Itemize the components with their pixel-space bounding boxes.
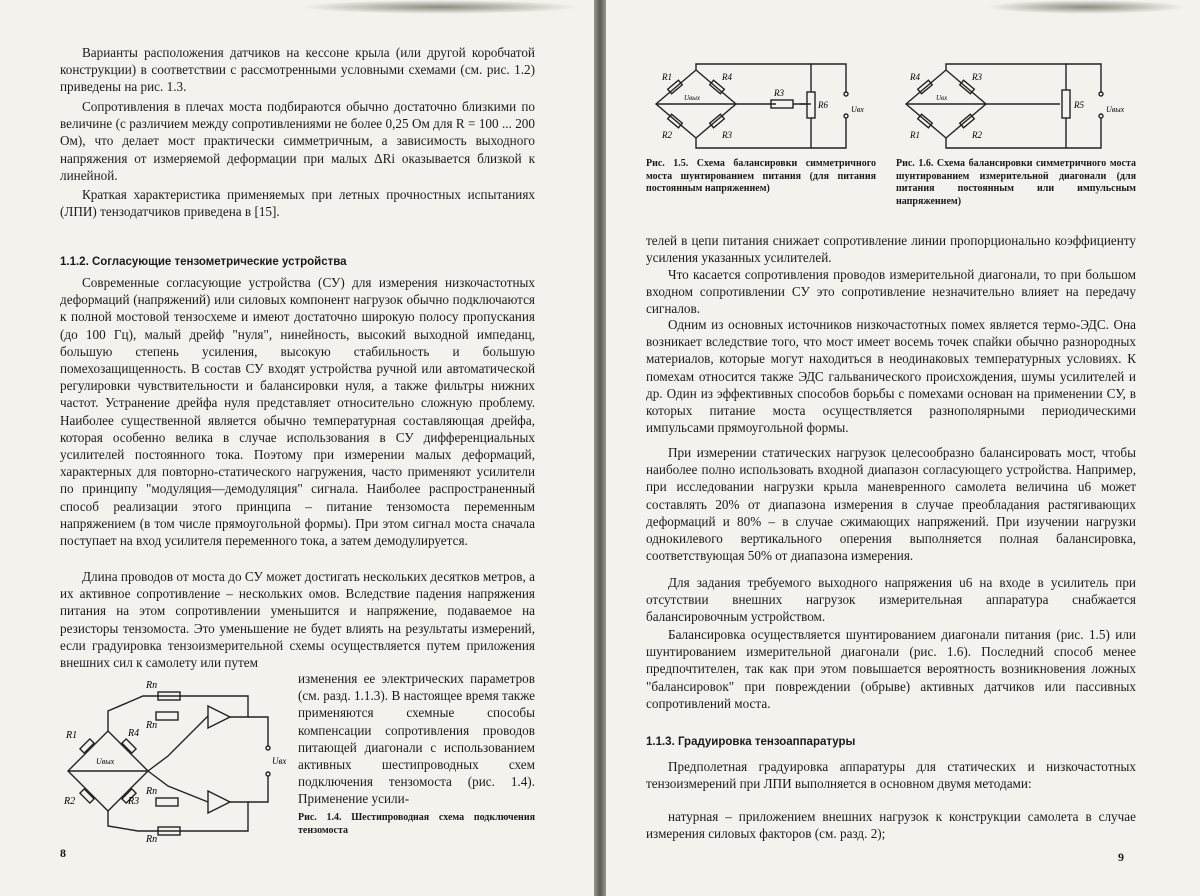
fig14-rn-label-1: Rп [146,680,158,691]
right-paragraph-2: Что касается сопротивления проводов измерительной диагонали, то при большом входном сопротивлении СУ это сопротивление незначительно влияет на передачу сигналов. [646,267,1136,317]
fig16-r1-label: R1 [910,130,920,140]
right-section-paragraph-1: Предполетная градуировка аппаратуры для статических и низкочастотных тензоизмерений при ЛПИ выполняется в основном двумя методами: [646,759,1136,792]
fig15-r6-label: R6 [818,100,828,110]
fig14-uout-label: Uвых [96,757,115,766]
figure-1-4-caption: Рис. 1.4. Шестипроводная схема подключения тензомоста [298,812,535,836]
fig14-rn-label-4: Rп [146,834,158,842]
fig14-r4-label: R4 [128,728,140,739]
left-section-paragraph-1: Современные согласующие устройства (СУ) для измерения низкочастотных деформаций (напряжений) или силовых компонент нагрузок обычно подключаются к полной мостовой тензосхеме и имеют достаточно широкую полосу пропускания (до 100 Гц), малый дрейф "нуля", нинейность, высокий выходной импеданц, большую степень усиления, высокую стабильность и большую помехозащищенность. В состав СУ входят устройства ручной или автоматической регулировки чувствительности и балансировки нуля, а также фильтры нижних частот. Устранение дрейфа нуля представляет относительно сложную проблему. Наиболее существенной является обычно температурная составляющая дрейфа, которая особенно велика в случае использования в СУ дифференциальных усилителей постоянного тока. Поэтому при измерении малых деформаций, характерных для повторно-статического нагружения, часто применяют усилители по принципу "модуляция—демодуляция" сигнала. Наиболее распространенный способ реализации этого принципа – питание тензомоста переменным напряжением (в том числе прямоугольной формы). При этом сигнал моста сначала поступает на вход усилителя переменного тока, а затем демодулируется. [60,275,535,549]
fig14-r2-label: R2 [64,796,76,807]
fig15-r3-label: R3 [722,130,732,140]
figure-1-6-diagonal-shunt-circuit [896,62,1136,152]
fig16-r3-label: R3 [972,72,982,82]
fig15-r2-label: R2 [662,130,672,140]
left-paragraph-3: Краткая характеристика применяемых при летных прочностных испытаниях (ЛПИ) тензодатчиков приведена в [15]. [60,187,535,220]
right-paragraph-5: Для задания требуемого выходного напряжения u6 на входе в усилитель при отсутствии внешних нагрузок измерительная аппаратура снабжается балансировочным устройством. [646,575,1136,625]
right-page [606,0,1200,896]
fig14-r3-label: R3 [128,796,140,807]
page-number-right: 9 [1118,850,1124,864]
figure-1-6-caption: Рис. 1.6. Схема балансировки симметричного моста шунтированием измерительной диагонали (для питания постоянным или импульсным напряжением) [896,158,1136,207]
section-heading-1-1-2: 1.1.2. Согласующие тензометрические устройства [60,256,347,268]
left-section-paragraph-2: Длина проводов от моста до СУ может достигать нескольких десятков метров, а их активное сопротивление – нескольких омов. Вследствие падения напряжения питания на этом сопротивлении уменьшится и напряжение, подаваемое на резисторы тензомоста. Это уменьшение не будет влиять на результаты измерений, если градуировка тензоизмерительной схемы осуществляется путем приложения внешних сил к самолету или путем [60,569,535,671]
figure-1-4-six-wire-circuit [58,676,298,842]
fig16-r4-label: R4 [910,72,920,82]
right-paragraph-6: Балансировка осуществляется шунтированием диагонали питания (рис. 1.5) или шунтированием измерительной диагонали (рис. 1.6). Последний способ менее предпочтителен, так как при этом повышается вероятность возникновения ложных "балансировок" при повреждении (обрыве) активных датчиков или пассивных сопротивлений моста. [646,627,1136,711]
section-heading-1-1-3: 1.1.3. Градуировка тензоаппаратуры [646,736,856,748]
fig16-uout-label: Uвых [1106,105,1125,114]
fig15-uout-label: Uвых [684,94,700,102]
left-paragraph-2: Сопротивления в плечах моста подбираются обычно достаточно близкими по величине (с различием между сопротивлениями не более 0,25 Ом для R = 100 ... 200 Ом), что делает мост практически симметричным, а зависимость выходного напряжения от измеряемой деформации при малых ΔRi оказывается близкой к линейной. [60,99,535,183]
figure-1-5-caption: Рис. 1.5. Схема балансировки симметричного моста шунтированием питания (для питания постоянным напряжением) [646,158,876,194]
page-number-left: 8 [60,846,66,860]
fig15-r1-label: R1 [662,72,672,82]
fig16-uin-label: Uвх [936,94,948,102]
fig14-rn-label-3: Rп [146,786,158,797]
fig14-r1-label: R1 [66,730,78,741]
scan-smudge [300,0,580,14]
right-paragraph-3: Одним из основных источников низкочастотных помех является термо-ЭДС. Она возникает вследствие того, что мост имеет восемь точек спайки обычно разнородных материалов, которые могут находиться в неодинаковых температурных условиях. К помехам относится также ЭДС гальванического происхождения, шумы усилителей и др. Один из эффективных способов борьбы с помехами основан на применении СУ, в которых питание моста осуществляется разнополярными периодическими импульсами прямоугольной формы. [646,317,1136,436]
fig16-r5-label: R5 [1074,100,1084,110]
fig16-r2-label: R2 [972,130,982,140]
scan-smudge [986,0,1186,14]
left-wrap-paragraph: изменения ее электрических параметров (см. разд. 1.1.3). В настоящее время также применяются схемные способы компенсации сопротивления проводов питающей диагонали с использованием активных шестипроводных схем подключения тензомоста (рис. 1.4). Применение усили- [298,671,535,807]
fig14-rn-label-2: Rп [146,720,158,731]
left-page [0,0,594,896]
figure-1-5-supply-shunt-circuit [646,62,886,152]
fig15-r3-series-label: R3 [774,88,784,98]
right-paragraph-4: При измерении статических нагрузок целесообразно балансировать мост, чтобы наиболее полно использовать входной диапазон согласующего устройства. Например, при исследовании нагрузки крыла маневренного самолета величина u6 может составлять 20% от диапазона измерения в случае преобладания растягивающих деформаций и 80% – в случае сжимающих напряжений. При изучении нагрузки однокилевого вертикального оперения выполняется полная балансировка, соответствующая 50% от диапазона измерения. [646,445,1136,564]
fig15-r4-label: R4 [722,72,732,82]
right-section-paragraph-2: натурная – приложением внешних нагрузок к конструкции самолета в случае измерения силовых факторов (см. разд. 2); [646,809,1136,842]
book-gutter [594,0,606,896]
fig15-uin-label: Uвх [851,105,864,114]
right-paragraph-1: телей в цепи питания снижает сопротивление линии пропорционально коэффициенту усиления указанных усилителей. [646,233,1136,266]
fig14-uin-label: Uвх [272,756,287,766]
left-paragraph-1: Варианты расположения датчиков на кессоне крыла (или другой коробчатой конструкции) в соответствии с рассмотренными условными схемами (см. рис. 1.2) приведены на рис. 1.3. [60,45,535,95]
